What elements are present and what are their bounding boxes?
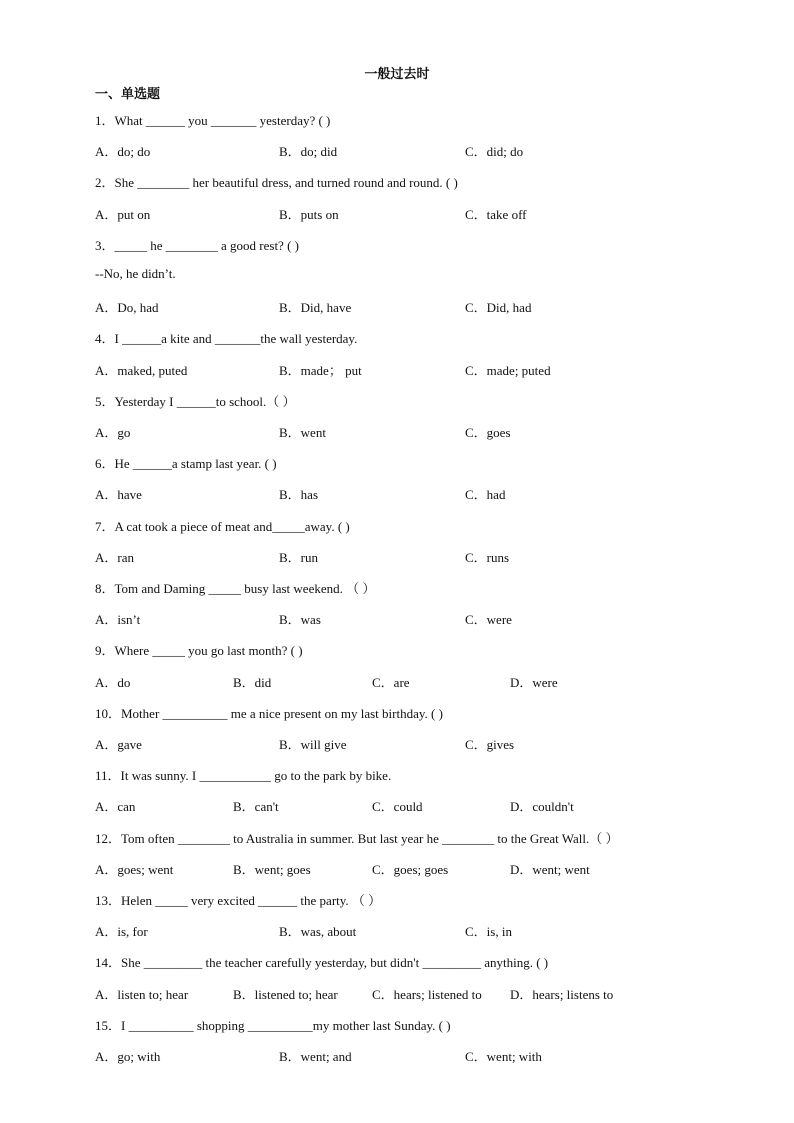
answer-option: D．hears; listens to: [510, 986, 614, 1002]
answer-option: C．made; puted: [465, 362, 551, 378]
answer-option: B．was, about: [279, 924, 357, 940]
answer-option: C．did; do: [465, 144, 524, 160]
question-stem: 10．Mother __________ me a nice present on my last birthday. ( ): [95, 705, 443, 721]
answer-option: C．take off: [465, 206, 527, 222]
answer-option: A．go; with: [95, 1049, 161, 1064]
answer-option: C．could: [372, 799, 423, 815]
answer-option: B．do; did: [279, 144, 338, 160]
answer-option: C．were: [465, 612, 512, 628]
question-stem: 11．It was sunny. I ___________ go to the park by bike.: [95, 768, 392, 784]
answer-option: A．isn’t: [95, 612, 141, 628]
answer-option: A．goes; went: [95, 861, 174, 877]
question-stem: 2．She ________ her beautiful dress, and turned round and round. ( ): [95, 175, 458, 191]
answer-option: B．went: [279, 425, 326, 440]
answer-option: C．goes: [465, 425, 511, 440]
answer-option: C．runs: [465, 549, 510, 565]
answer-option: A．listen to; hear: [95, 986, 189, 1002]
page-title: 一般过去时: [364, 67, 430, 82]
answer-option: C．Did, had: [465, 300, 532, 316]
answer-option: C．goes; goes: [372, 861, 449, 877]
answer-option: C．is, in: [465, 924, 512, 940]
answer-option: C．had: [465, 487, 506, 503]
answer-option: D．were: [510, 674, 558, 690]
answer-option: A．have: [95, 487, 142, 503]
question-stem: 9．Where _____ you go last month? ( ): [95, 643, 303, 659]
question-stem: 15．I __________ shopping __________my mother last Sunday. ( ): [95, 1017, 451, 1033]
answer-option: D．went; went: [510, 861, 590, 877]
question-stem: 6．He ______a stamp last year. ( ): [95, 456, 277, 472]
answer-option: D．couldn't: [510, 799, 574, 815]
answer-option: B．puts on: [279, 206, 339, 222]
question-stem: 1．What ______ you _______ yesterday? ( ): [95, 113, 331, 128]
question-stem: 14．She _________ the teacher carefully yesterday, but didn't _________ anything. ( ): [95, 955, 549, 971]
answer-option: C．went; with: [465, 1049, 542, 1064]
answer-option: B．will give: [279, 737, 347, 752]
answer-option: B．listened to; hear: [233, 986, 338, 1002]
question-stem: 4．I ______a kite and _______the wall yesterday.: [95, 331, 358, 347]
question-stem: 5．Yesterday I ______to school.（ ）: [95, 393, 296, 409]
answer-option: B．did: [233, 674, 272, 690]
answer-option: A．can: [95, 799, 136, 815]
answer-option: A．ran: [95, 549, 134, 565]
answer-option: B．made； put: [279, 362, 362, 378]
answer-option: A．go: [95, 425, 131, 440]
answer-option: B．run: [279, 549, 319, 565]
answer-option: A．Do, had: [95, 300, 159, 316]
question-stem: 13．Helen _____ very excited ______ the party. （ ）: [95, 893, 382, 908]
answer-option: B．Did, have: [279, 300, 352, 316]
answer-option: A．is, for: [95, 924, 148, 940]
answer-option: B．went; and: [279, 1049, 352, 1064]
answer-option: C．hears; listened to: [372, 986, 482, 1002]
question-stem: 8．Tom and Daming _____ busy last weekend. （ ）: [95, 581, 376, 596]
answer-option: C．gives: [465, 737, 515, 752]
answer-option: A．gave: [95, 737, 142, 752]
answer-option: A．do: [95, 674, 131, 690]
question-stem: 12．Tom often ________ to Australia in summer. But last year he ________ to the Great Wall.（ ）: [95, 830, 619, 846]
question-note: --No, he didn’t.: [95, 266, 176, 281]
answer-option: A．do; do: [95, 144, 151, 160]
answer-option: C．are: [372, 674, 410, 690]
answer-option: A．put on: [95, 206, 151, 222]
question-stem: 7．A cat took a piece of meat and_____away. ( ): [95, 518, 350, 534]
section-heading: 一、单选题: [95, 87, 161, 102]
answer-option: B．was: [279, 612, 321, 628]
answer-option: A．maked, puted: [95, 362, 188, 378]
question-stem: 3．_____ he ________ a good rest? ( ): [95, 237, 299, 253]
answer-option: B．has: [279, 487, 319, 503]
answer-option: B．went; goes: [233, 861, 311, 877]
answer-option: B．can't: [233, 799, 279, 815]
